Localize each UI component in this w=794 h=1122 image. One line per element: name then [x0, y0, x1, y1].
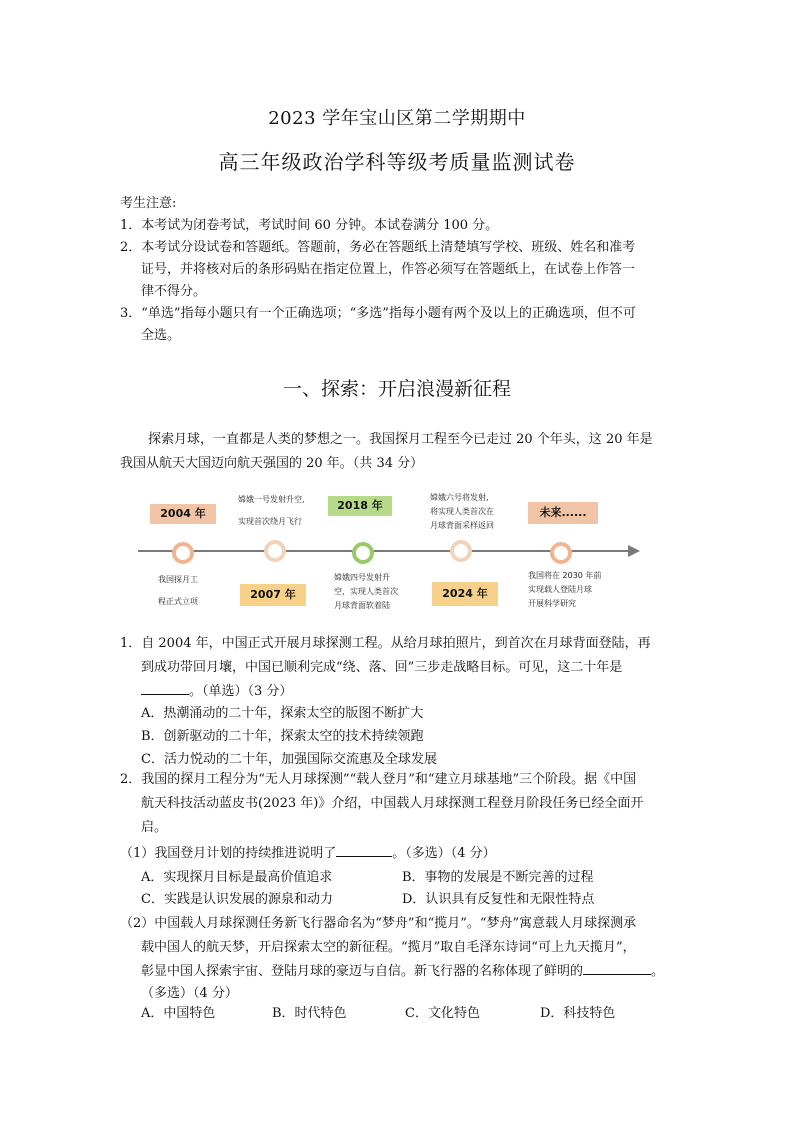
q2-sub2-tail: 。: [651, 964, 665, 979]
notice-item-2-cont: 证号，并将核对后的条形码贴在指定位置上，作答必须写在答题纸上，在试卷上作答一: [141, 262, 636, 277]
timeline-arrow-icon: [628, 545, 640, 557]
year-box-future: 未来......: [528, 502, 598, 524]
q2-sub1-option-a[interactable]: A．实现探月目标是最高价值追求: [141, 870, 333, 885]
q1-option-b[interactable]: B．创新驱动的二十年，探索太空的技术持续领跑: [141, 729, 424, 744]
timeline-dot-2018: [352, 542, 374, 564]
timeline-dot-future: [550, 542, 572, 564]
q2-sub2-stem: （2）中国载人月球探测任务新飞行器命名为“梦舟”和“揽月”。“梦舟”寓意载人月球探测承: [120, 916, 637, 931]
note-2018-line2: 空，实现人类首次: [334, 587, 398, 596]
notice-heading: 考生注意:: [120, 196, 177, 211]
timeline-dot-2024: [450, 540, 472, 562]
note-future-line1: 我国将在 2030 年前: [528, 571, 602, 580]
year-box-2004: 2004 年: [150, 504, 216, 524]
notice-item-1: 1．本考试为闭卷考试，考试时间 60 分钟。本试卷满分 100 分。: [120, 218, 499, 233]
q2-sub2-type: （多选）（4 分）: [141, 986, 238, 1001]
q2-stem-cont: 航天科技活动蓝皮书(2023 年)》介绍，中国载人月球探测工程登月阶段任务已经全面开: [141, 796, 644, 811]
notice-item-2-cont2: 律不得分。: [141, 284, 207, 299]
note-2018-line3: 月球背面软着陆: [334, 601, 390, 610]
year-box-2024: 2024 年: [432, 582, 498, 606]
q2-sub2-option-d[interactable]: D．科技特色: [540, 1006, 616, 1021]
year-box-2018: 2018 年: [328, 496, 392, 516]
notice-item-3: 3．“单选”指每小题只有一个正确选项；“多选”指每小题有两个及以上的正确选项，但不可: [120, 306, 636, 321]
q2-sub2-text: 彰显中国人探索宇宙、登陆月球的豪迈与自信。新飞行器的名称体现了鲜明的: [141, 964, 584, 979]
note-2018-line1: 嫦娥四号发射升: [334, 573, 390, 582]
exam-title-line2: 高三年级政治学科等级考质量监测试卷: [218, 150, 576, 174]
q2-sub1-option-d[interactable]: D．认识具有反复性和无限性特点: [402, 892, 595, 907]
note-2024-line1: 嫦娥六号将发射,: [430, 493, 489, 502]
q2-sub2-stem-end: [141, 960, 691, 984]
q2-sub1-option-c[interactable]: C．实践是认识发展的源泉和动力: [141, 892, 333, 907]
q1-answer-blank[interactable]: [141, 694, 189, 695]
q2-sub1-tail: 。（多选）（4 分）: [392, 846, 496, 861]
exam-title-line1: 2023 学年宝山区第二学期期中: [268, 108, 526, 129]
note-2024-line3: 月球背面采样返回: [430, 521, 494, 530]
q2-sub1-stem: [120, 842, 690, 866]
note-2004-line1: 我国探月工: [158, 575, 198, 584]
q1-stem-tail: 。（单选）（3 分）: [189, 684, 293, 699]
q1-stem-cont: 到成功带回月壤，中国已顺利完成“绕、落、回”三步走战略目标。可见，这二十年是: [141, 660, 623, 675]
q2-sub2-answer-blank[interactable]: [583, 974, 651, 975]
q2-sub2-option-b[interactable]: B．时代特色: [272, 1006, 347, 1021]
section-intro: 探索月球，一直都是人类的梦想之一。我国探月工程至今已走过 20 个年头，这 20 年是: [148, 432, 653, 447]
q1-option-c[interactable]: C．活力悦动的二十年，加强国际交流惠及全球发展: [141, 752, 437, 767]
section-intro-cont: 我国从航天大国迈向航天强国的 20 年。（共 34 分）: [120, 456, 424, 471]
notice-item-2: 2．本考试分设试卷和答题纸。答题前，务必在答题纸上清楚填写学校、班级、姓名和准考: [120, 240, 636, 255]
timeline-dot-2004: [172, 542, 194, 564]
q2-sub2-stem-cont: 载中国人的航天梦，开启探索太空的新征程。“揽月”取自毛泽东诗词“可上九天揽月”，: [141, 940, 636, 955]
note-2007-line2: 实现首次绕月飞行: [238, 517, 302, 526]
note-2024-line2: 将实现人类首次在: [430, 507, 494, 516]
moon-exploration-timeline: [138, 486, 658, 614]
note-future-line2: 实现载人登陆月球: [528, 585, 592, 594]
q2-stem-end: 启。: [141, 820, 168, 835]
year-box-2007: 2007 年: [240, 584, 306, 606]
q1-stem-end: [141, 680, 691, 704]
q2-sub1-text: （1）我国登月计划的持续推进说明了: [120, 846, 337, 861]
note-future-line3: 开展科学研究: [528, 599, 576, 608]
q2-sub1-option-b[interactable]: B．事物的发展是不断完善的过程: [402, 870, 594, 885]
q2-sub1-answer-blank[interactable]: [336, 856, 392, 857]
q2-stem: 2．我国的探月工程分为“无人月球探测”“载人登月”和“建立月球基地”三个阶段。据《中国: [120, 772, 637, 787]
timeline-dot-2007: [264, 540, 286, 562]
q1-stem: 1．自 2004 年，中国正式开展月球探测工程。从给月球拍照片，到首次在月球背面登陆，再: [120, 636, 651, 651]
note-2007-line1: 嫦娥一号发射升空,: [238, 495, 305, 504]
notice-item-3-cont: 全选。: [141, 328, 181, 343]
q2-sub2-option-a[interactable]: A．中国特色: [141, 1006, 216, 1021]
q2-sub2-option-c[interactable]: C．文化特色: [405, 1006, 480, 1021]
note-2004-line2: 程正式立项: [158, 597, 198, 606]
section-title: 一、探索：开启浪漫新征程: [282, 378, 511, 400]
q1-option-a[interactable]: A．热潮涌动的二十年，探索太空的版图不断扩大: [141, 706, 424, 721]
